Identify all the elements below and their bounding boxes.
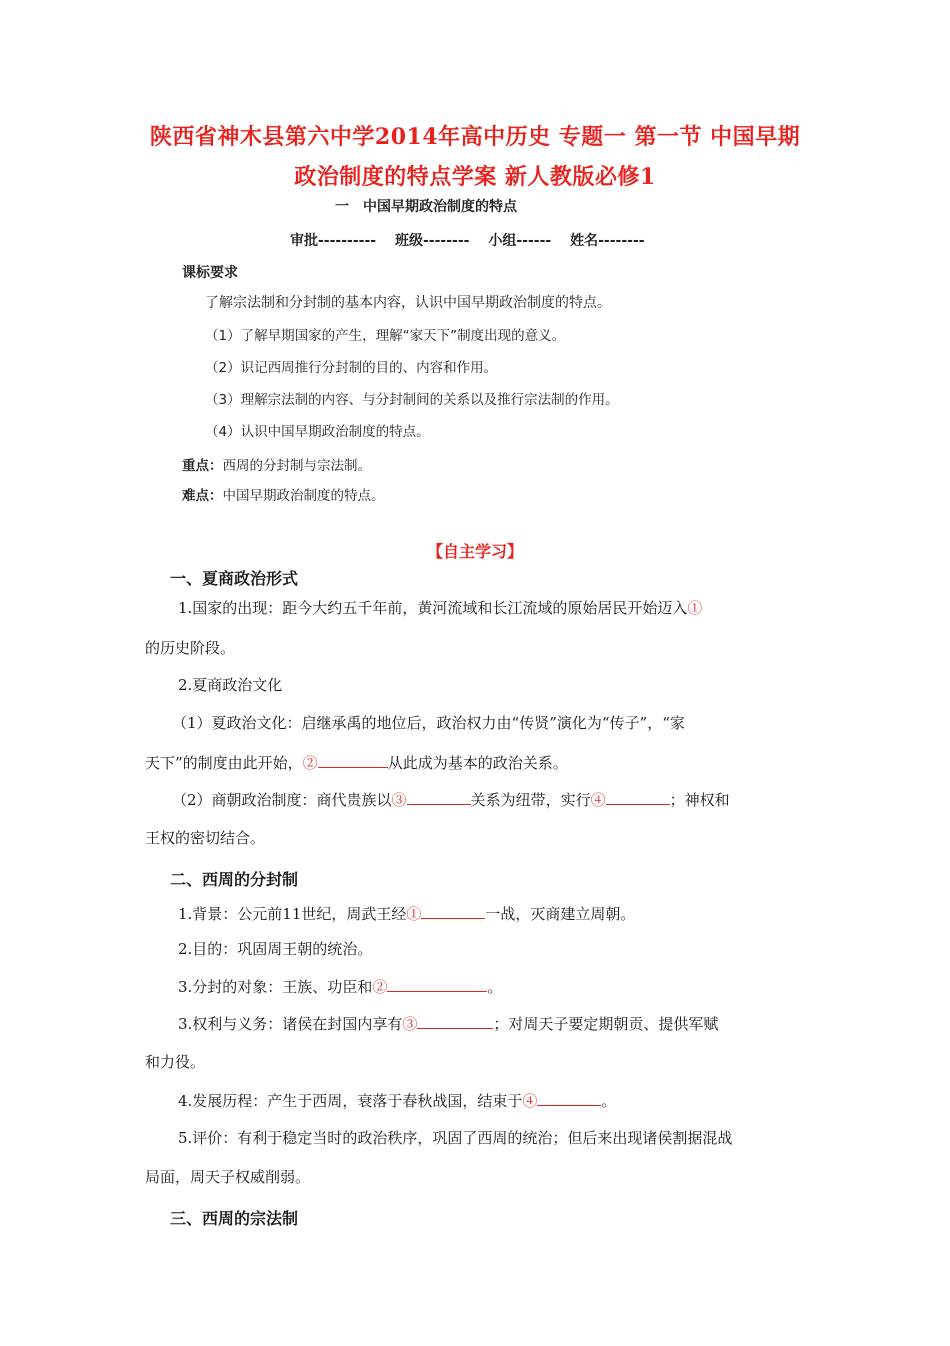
key-point-text: 西周的分封制与宗法制。 bbox=[222, 458, 371, 474]
requirement-item: （3）理解宗法制的内容、与分封制间的关系以及推行宗法制的作用。 bbox=[205, 392, 619, 408]
key-point bbox=[182, 454, 371, 474]
blank-marker: ③ bbox=[391, 791, 407, 809]
paragraph: （1）夏政治文化：启继承禹的地位后，政治权力由“传贤”演化为“传子”，“家 bbox=[172, 714, 685, 732]
fill-blank[interactable] bbox=[537, 1091, 601, 1106]
paragraph: 2.目的：巩固周王朝的统治。 bbox=[178, 940, 373, 958]
section-3-heading: 三、西周的宗法制 bbox=[170, 1209, 299, 1228]
requirement-item: （1）了解早期国家的产生，理解“家天下”制度出现的意义。 bbox=[205, 328, 566, 344]
fill-blank[interactable] bbox=[387, 977, 487, 992]
blank-marker: ④ bbox=[522, 1092, 538, 1110]
requirements-heading: 课标要求 bbox=[182, 265, 238, 281]
fill-blank[interactable] bbox=[318, 753, 388, 768]
document-title-line-1: 陕西省神木县第六中学2014年高中历史 专题一 第一节 中国早期 bbox=[149, 124, 801, 150]
approval-class-group-name-line: 审批---------- 班级-------- 小组------ 姓名-------- bbox=[290, 233, 645, 249]
self-study-heading: 【自主学习】 bbox=[426, 542, 523, 561]
requirement-item: （2）识记西周推行分封制的目的、内容和作用。 bbox=[205, 360, 498, 376]
fill-blank[interactable] bbox=[407, 790, 471, 805]
fill-blank[interactable] bbox=[421, 904, 485, 919]
difficulty-label: 难点： bbox=[182, 488, 223, 504]
section-2-heading: 二、西周的分封制 bbox=[170, 870, 299, 889]
requirements-intro: 了解宗法制和分封制的基本内容，认识中国早期政治制度的特点。 bbox=[205, 295, 611, 311]
paragraph: 和力役。 bbox=[145, 1053, 206, 1071]
paragraph: （2）商朝政治制度：商代贵族以③ 关系为纽带，实行④ ；神权和 bbox=[172, 791, 730, 809]
difficulty-text: 中国早期政治制度的特点。 bbox=[222, 488, 385, 504]
paragraph: 1.背景：公元前11世纪，周武王经① 一战，灭商建立周朝。 bbox=[178, 905, 636, 923]
paragraph: 局面，周天子权威削弱。 bbox=[145, 1168, 311, 1186]
paragraph: 3.权利与义务：诸侯在封国内享有③ ；对周天子要定期朝贡、提供军赋 bbox=[178, 1015, 719, 1033]
paragraph: 的历史阶段。 bbox=[145, 639, 236, 657]
fill-blank[interactable] bbox=[606, 790, 670, 805]
key-point-label: 重点： bbox=[182, 458, 223, 474]
paragraph: 5.评价：有利于稳定当时的政治秩序，巩固了西周的统治；但后来出现诸侯割据混战 bbox=[178, 1129, 733, 1147]
embedded-requirements-image bbox=[170, 188, 670, 508]
document-title-line-2: 政治制度的特点学案 新人教版必修1 bbox=[294, 164, 656, 190]
blank-marker: ② bbox=[372, 978, 388, 996]
blank-marker: ③ bbox=[402, 1015, 418, 1033]
difficulty-point bbox=[182, 484, 385, 504]
paragraph: 4.发展历程：产生于西周，衰落于春秋战国，结束于④ 。 bbox=[178, 1092, 617, 1110]
embedded-subtitle: 一 中国早期政治制度的特点 bbox=[335, 199, 517, 215]
paragraph: 2.夏商政治文化 bbox=[178, 676, 283, 694]
blank-marker: ① bbox=[406, 905, 422, 923]
paragraph: 天下”的制度由此开始，② 从此成为基本的政治关系。 bbox=[145, 754, 568, 772]
requirement-item: （4）认识中国早期政治制度的特点。 bbox=[205, 424, 430, 440]
blank-marker: ② bbox=[302, 754, 318, 772]
paragraph: 王权的密切结合。 bbox=[145, 829, 266, 847]
section-1-heading: 一、夏商政治形式 bbox=[170, 569, 299, 588]
blank-marker: ④ bbox=[590, 791, 606, 809]
fill-blank[interactable] bbox=[417, 1014, 493, 1029]
paragraph: 1.国家的出现：距今大约五千年前，黄河流域和长江流域的原始居民开始迈入① bbox=[178, 599, 703, 617]
blank-marker: ① bbox=[687, 599, 703, 617]
paragraph: 3.分封的对象：王族、功臣和② 。 bbox=[178, 978, 503, 996]
